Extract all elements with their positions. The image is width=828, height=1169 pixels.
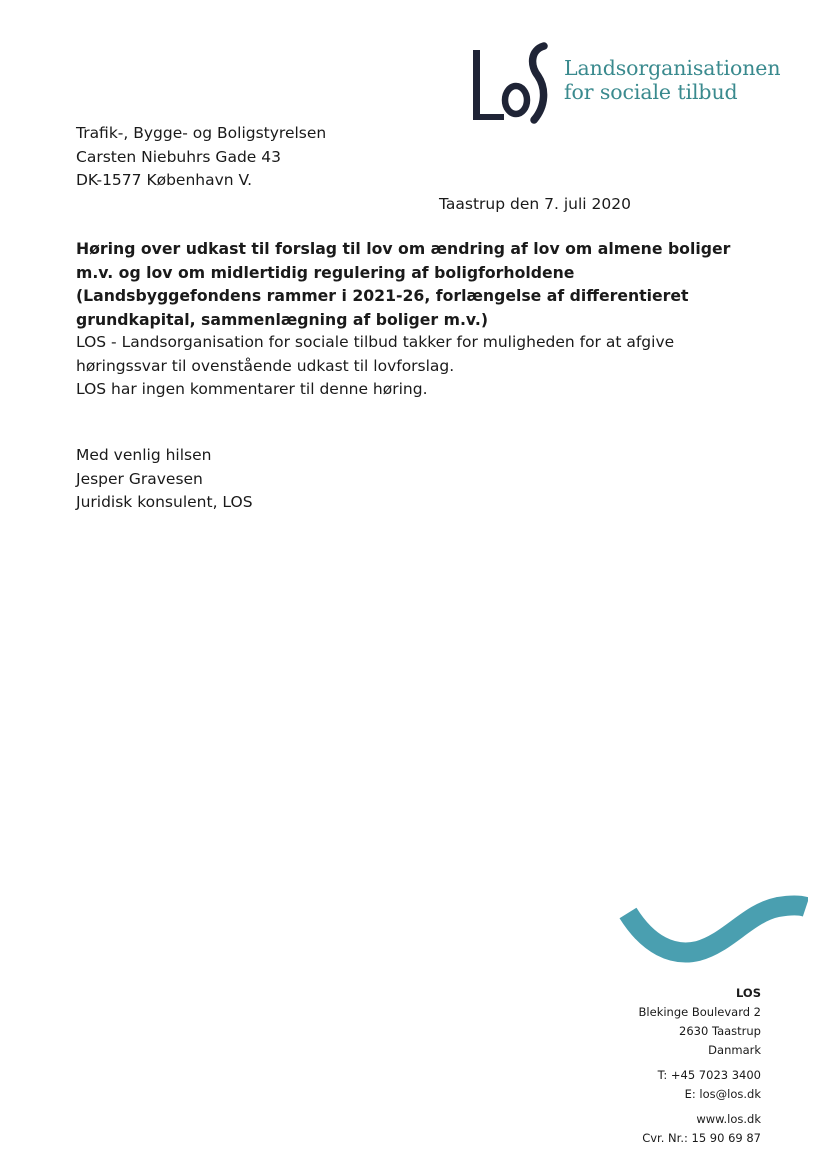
- footer-city: 2630 Taastrup: [679, 1024, 761, 1038]
- logo-org-name: [564, 56, 780, 104]
- los-logo: [470, 40, 781, 124]
- footer-org-name: LOS: [736, 986, 761, 1000]
- footer-web[interactable]: www.los.dk: [696, 1112, 761, 1126]
- subject-line4: grundkapital, sammenlægning af boliger m.v.): [76, 309, 488, 329]
- closing-greeting: Med venlig hilsen: [76, 446, 212, 464]
- letter-closing: [76, 444, 253, 515]
- footer-cvr: Cvr. Nr.: 15 90 69 87: [642, 1131, 761, 1145]
- recipient-line1: Trafik-, Bygge- og Boligstyrelsen: [76, 124, 327, 142]
- footer-email[interactable]: E: los@los.dk: [684, 1087, 761, 1101]
- los-logo-mark-icon: [470, 40, 550, 124]
- footer-street: Blekinge Boulevard 2: [638, 1005, 761, 1019]
- letter-subject: [76, 237, 756, 331]
- subject-line2: m.v. og lov om midlertidig regulering af boligforholdene: [76, 262, 575, 282]
- logo-org-line2: for sociale tilbud: [564, 80, 738, 104]
- letter-body: [76, 331, 766, 402]
- body-line1: LOS - Landsorganisation for sociale tilbud takker for muligheden for at afgive: [76, 333, 675, 351]
- body-line2: høringssvar til ovenstående udkast til lovforslag.: [76, 356, 455, 375]
- wave-decoration-icon: [618, 895, 808, 971]
- footer-contact: [639, 984, 761, 1148]
- letter-date: Taastrup den 7. juli 2020: [439, 195, 631, 213]
- recipient-line2: Carsten Niebuhrs Gade 43: [76, 147, 281, 166]
- subject-line1: Høring over udkast til forslag til lov om ændring af lov om almene boliger: [76, 239, 731, 258]
- body-line3: LOS har ingen kommentarer til denne høring.: [76, 380, 428, 398]
- footer-country: Danmark: [708, 1043, 761, 1057]
- signer-title: Juridisk konsulent, LOS: [76, 493, 253, 511]
- subject-line3: (Landsbyggefondens rammer i 2021-26, forlængelse af differentieret: [76, 286, 689, 305]
- recipient-address: [76, 122, 326, 193]
- recipient-line3: DK-1577 København V.: [76, 171, 253, 189]
- logo-org-line1: Landsorganisationen: [564, 56, 781, 80]
- footer-phone: T: +45 7023 3400: [657, 1068, 761, 1082]
- signer-name: Jesper Gravesen: [76, 469, 203, 488]
